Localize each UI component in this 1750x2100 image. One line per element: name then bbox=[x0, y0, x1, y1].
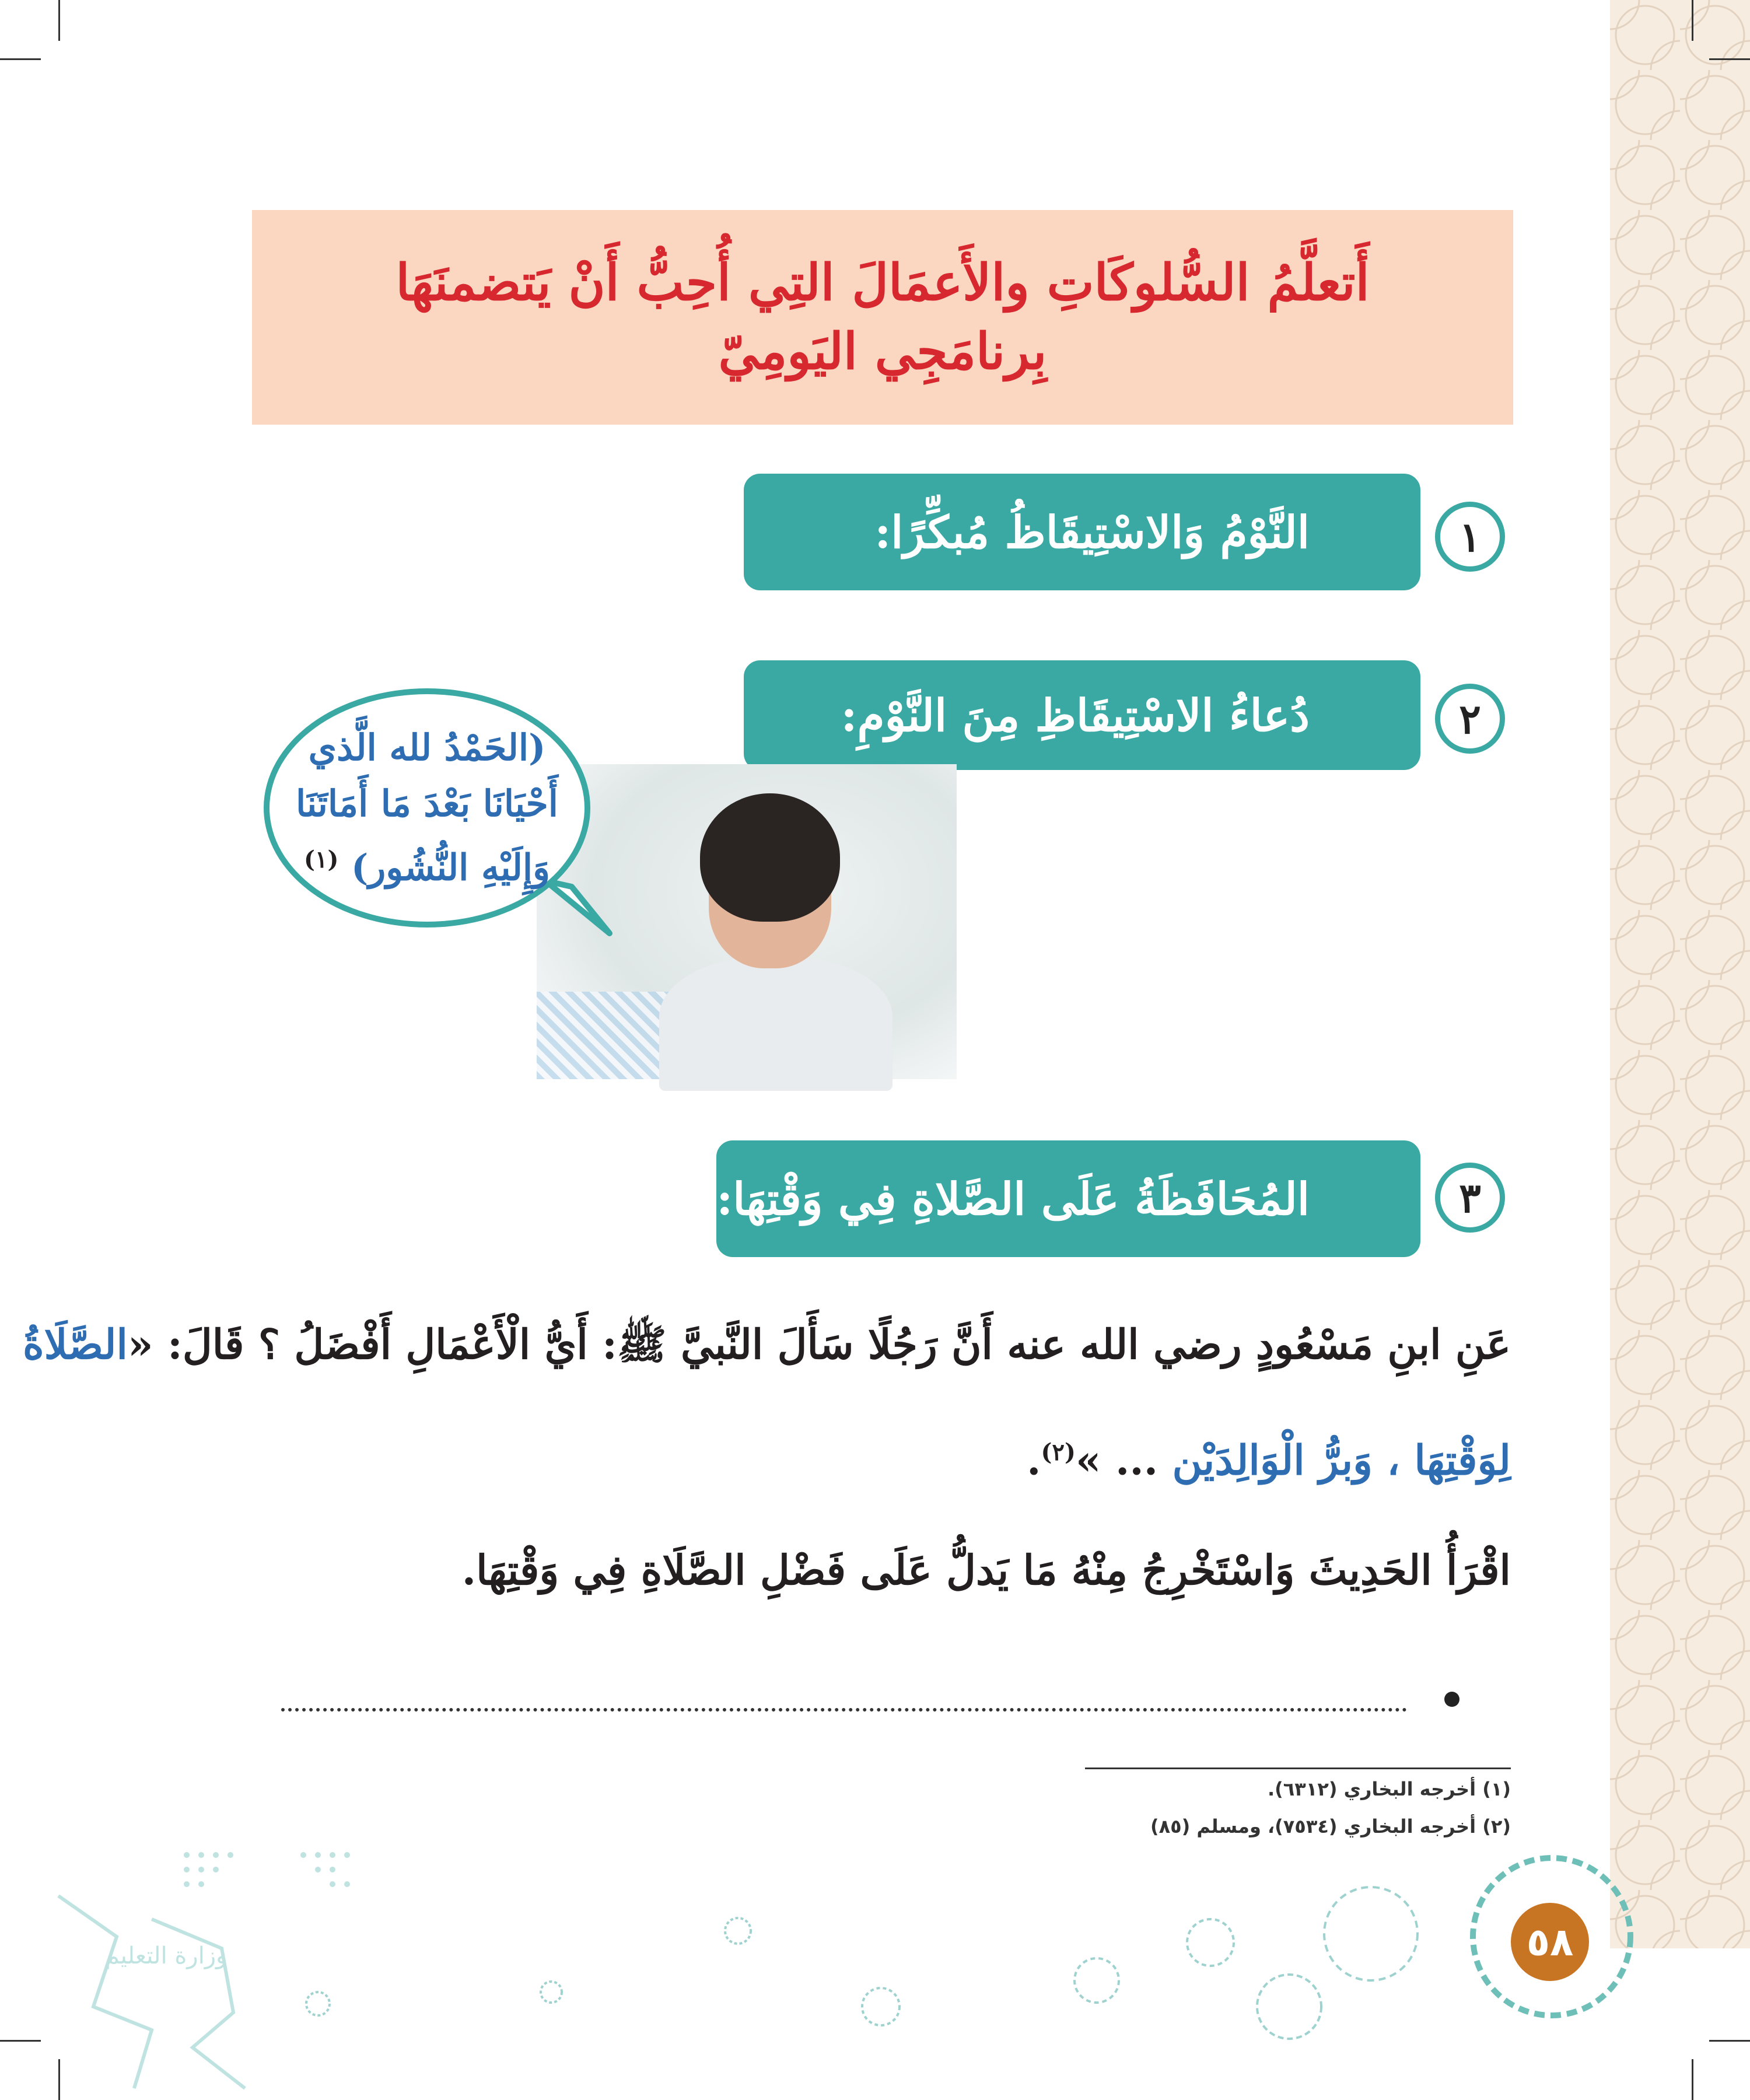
boy-hair-image bbox=[700, 793, 840, 922]
footnote-1: (١) أخرجه البخاري (٦٣١٢). bbox=[1267, 1778, 1511, 1800]
hadith-period: . bbox=[1027, 1436, 1041, 1485]
title-banner bbox=[252, 210, 1513, 425]
hadith-line-2 bbox=[233, 1423, 1511, 1489]
ministry-logo: وزارة التعليم bbox=[105, 1943, 228, 1969]
footnote-ref-1: (١) bbox=[304, 846, 339, 874]
answer-line[interactable] bbox=[281, 1708, 1407, 1712]
item-heading-2-text: دُعاءُ الاسْتِيقَاظِ مِنَ النَّوْمِ: bbox=[841, 689, 1310, 741]
footnote-ref-2: (٢) bbox=[1041, 1438, 1076, 1466]
crop-mark bbox=[1692, 0, 1693, 41]
item-number-3: ٣ bbox=[1435, 1163, 1505, 1233]
hadith-text-1: عَنِ ابنِ مَسْعُودٍ رضي الله عنه أَنَّ رَجُلًا سَأَلَ النَّبيَّ ﷺ: أَيُّ الْأَعْمَالِ أَفْضَلُ ؟ قَالَ: « bbox=[127, 1320, 1511, 1368]
footnote-2: (٢) أخرجه البخاري (٧٥٣٤)، ومسلم (٨٥) bbox=[1150, 1815, 1511, 1838]
supplication-line-3-text: وَإِلَيْهِ النُّشُور) bbox=[351, 846, 550, 889]
item-heading-1 bbox=[744, 474, 1420, 590]
item-heading-2 bbox=[744, 660, 1420, 770]
geometric-pattern-icon bbox=[1610, 0, 1750, 1948]
item-number-1: ١ bbox=[1435, 502, 1505, 572]
crop-mark bbox=[1709, 2040, 1750, 2042]
speech-bubble bbox=[264, 688, 590, 928]
task-instruction: اقْرَأُ الحَدِيثَ وَاسْتَخْرِجُ مِنْهُ مَا يَدلُّ عَلَى فَضْلِ الصَّلَاةِ فِي وَقْتِهَا. bbox=[461, 1546, 1511, 1594]
page-number: ٥٨ bbox=[1526, 1919, 1574, 1965]
hadith-text-2: ... » bbox=[1075, 1436, 1172, 1485]
supplication-line-2: أَحْيَانَا بَعْدَ مَا أَمَاتَنَا bbox=[295, 782, 559, 825]
hadith-line-1 bbox=[22, 1315, 1511, 1374]
side-pattern bbox=[1610, 0, 1750, 1948]
item-heading-3 bbox=[716, 1140, 1420, 1257]
item-heading-1-text: النَّوْمُ وَالاسْتِيقَاظُ مُبكِّرًا: bbox=[874, 506, 1310, 558]
answer-bullet bbox=[1444, 1692, 1460, 1707]
hadith-highlight-1: الصَّلَاةُ bbox=[22, 1320, 128, 1368]
page-number-badge bbox=[1511, 1903, 1589, 1981]
item-number-2: ٢ bbox=[1435, 684, 1505, 754]
item-heading-3-text: المُحَافَظَةُ عَلَى الصَّلاةِ فِي وَقْتِهَا: bbox=[716, 1172, 1310, 1225]
crop-mark bbox=[58, 0, 60, 41]
hadith-highlight-2: لِوَقْتِهَا ، وَبرُّ الْوَالِدَيْن bbox=[1172, 1436, 1511, 1485]
page-title-line-2: بِرنامَجِي اليَومِيّ bbox=[718, 322, 1047, 381]
supplication-line-3 bbox=[304, 832, 550, 896]
page-title-line-1: أَتعلَّمُ السُّلوكَاتِ والأَعمَالَ التِي أُحِبُّ أَنْ يَتضمنَهَا bbox=[396, 253, 1370, 312]
crop-mark bbox=[1709, 58, 1750, 60]
crop-mark bbox=[0, 58, 41, 60]
supplication-line-1: (الحَمْدُ لله الَّذي bbox=[308, 726, 546, 769]
footnote-divider bbox=[1085, 1768, 1511, 1769]
crop-mark bbox=[1692, 2059, 1693, 2100]
boy-shirt-image bbox=[659, 957, 892, 1091]
rosette-decoration-icon bbox=[0, 1838, 1692, 2100]
